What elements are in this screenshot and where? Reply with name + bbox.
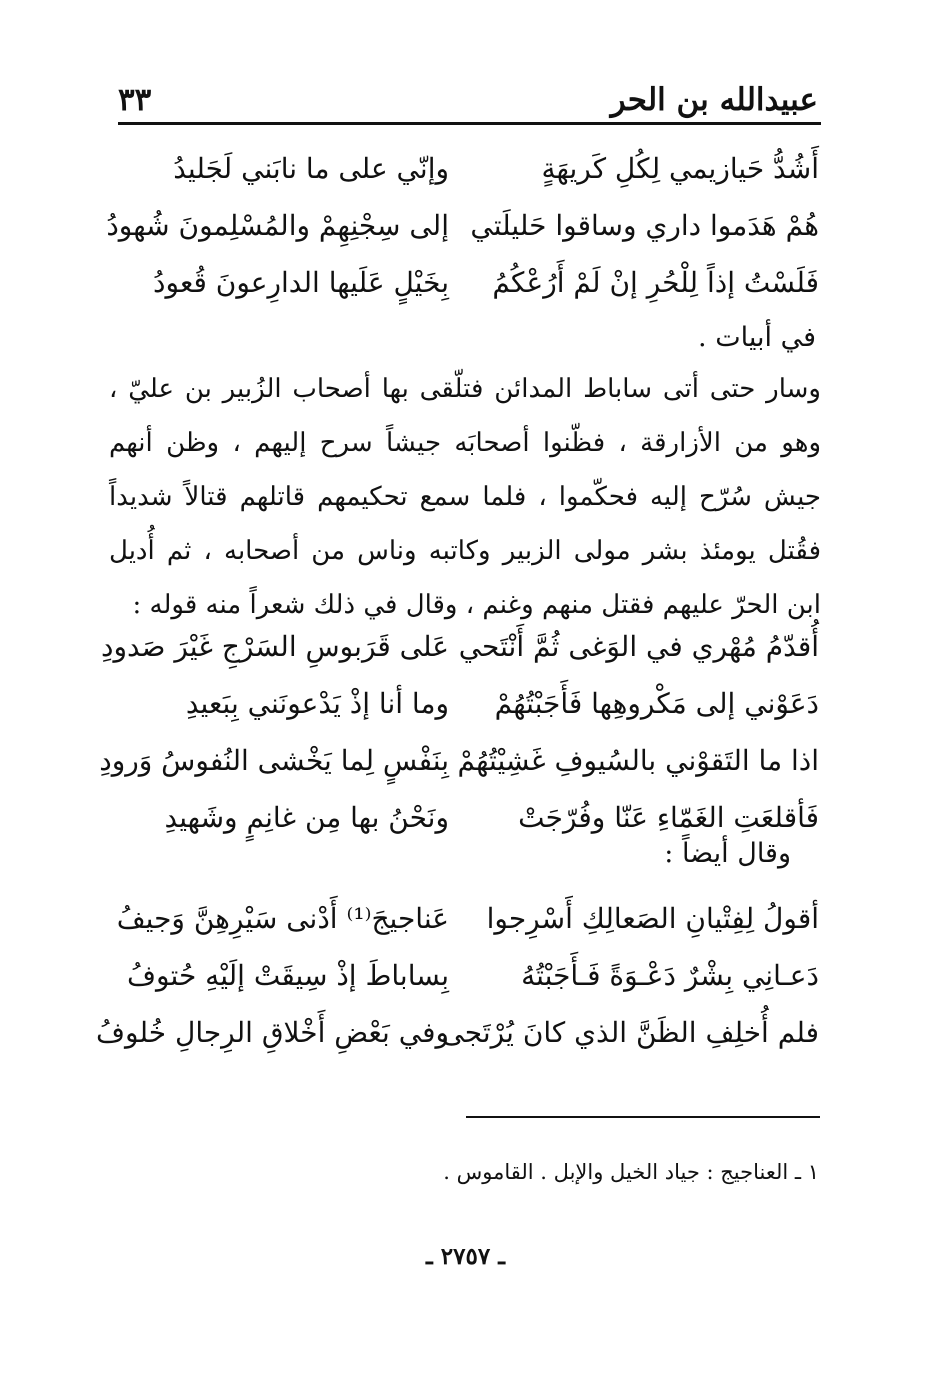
prose-paragraph [109,362,821,632]
first-hemistich: أقولُ لِفِتْيانِ الصَعالِكِ أَسْرِجوا [486,902,819,935]
header-rule [118,122,821,125]
first-hemistich: فَلَسْتُ إذاً لِلْحُرِ إنْ لَمْ أَرُعْكُمُ [492,266,819,299]
poem-3 [96,902,819,1073]
second-hemistich: عَناجيجَ⁽¹⁾ أَدْنى سَيْرِهِنَّ وَجيفُ [116,902,449,935]
second-hemistich: ونَحْنُ بها مِن غانِمٍ وشَهيدِ [164,801,449,834]
second-hemistich: عَلى قَرَبوسِ السَرْجِ غَيْرَ صَدودِ [100,630,449,663]
second-hemistich: وإنّي على ما نابَني لَجَليدُ [173,152,449,185]
second-hemistich: وفي بَعْضِ أَخْلاقِ الرِجالِ خُلوفُ [96,1016,449,1049]
verse-line [119,687,819,744]
wa-qal-aydan-line: وقال أيضاً : [664,838,791,869]
first-hemistich: دَعَوْني إلى مَكْروهِها فَأَجَبْتُهُمْ [494,687,819,720]
first-hemistich: هُمْ هَدَموا داري وساقوا حَليلَتي [470,209,819,242]
poem-2 [99,630,819,858]
verse-line [100,630,819,687]
footnote-rule [466,1116,820,1118]
poem-1 [106,152,819,323]
first-hemistich: فَأقلعَتِ الغَمّاءِ عَنّا وفُرّجَتْ [518,801,819,834]
running-header [118,70,818,118]
second-hemistich: إلى سِجْنِهِمْ والمُسْلِمونَ شُهودُ [106,209,449,242]
first-hemistich: أَشُدُّ حَيازيمي لِكُلِ كَريهَةٍ [541,152,819,185]
second-hemistich: بِساباطَ إذْ سِيقَتْ إلَيْهِ حُتوفُ [127,959,449,992]
folio-number: ـ ٢٧٥٧ ـ [426,1243,505,1270]
verse-line [119,152,819,209]
verse-line [106,209,819,266]
verse-line [96,1016,819,1073]
verse-line [116,902,819,959]
prose-text: وسار حتى أتى ساباط المدائن فتلّقى بها أصحاب الزُبير بن عليّ ، وهو من الأزارقة ، فظّنوا أصحابَه جيشاً سرح إليهم ، وظن أنهم جيش سُرّح إليه فحكّموا ، فلما سمع تحكيمهم قاتلهم قتالاً شديداً فقُتل يومئذ بشر مولى الزبير وكاتبه وناس من أصحابه ، ثم أُديل ابن الحرّ عليهم فقتل منهم وغنم ، وقال في ذلك شعراً منه قوله : [109,374,821,620]
second-hemistich: بِنَفْسٍ لِما يَخْشى النُفوسُ وَرودِ [99,744,449,777]
page-number: ٣٣ [118,82,152,118]
second-hemistich: وما أنا إذْ يَدْعونَني بِبَعيدِ [185,687,449,720]
verse-line [119,266,819,323]
running-title: عبيدالله بن الحر [610,82,818,118]
first-hemistich: أُقدّمُ مُهْري في الوَغى ثُمَّ أَنْتَحي [458,630,819,663]
first-hemistich: فلم أُخلِفِ الظَنَّ الذي كانَ يُرْتَجى [441,1016,819,1049]
footnote: ١ ـ العناجيج : جياد الخيل والإبل . القاموس . [443,1160,819,1184]
first-hemistich: اذا ما التَقوْني بالسُيوفِ غَشِيْتُهُمْ [457,744,819,777]
verse-line [99,744,819,801]
second-hemistich: بِخَيْلٍ عَلَيها الدارِعونَ قُعودُ [153,266,449,299]
verse-line [119,959,819,1016]
fi-abyat-line: في أبيات . [698,322,816,353]
first-hemistich: دَعـانِي بِشْرٌ دَعْـوَةً فَـأَجَبْتُهُ [521,959,819,992]
